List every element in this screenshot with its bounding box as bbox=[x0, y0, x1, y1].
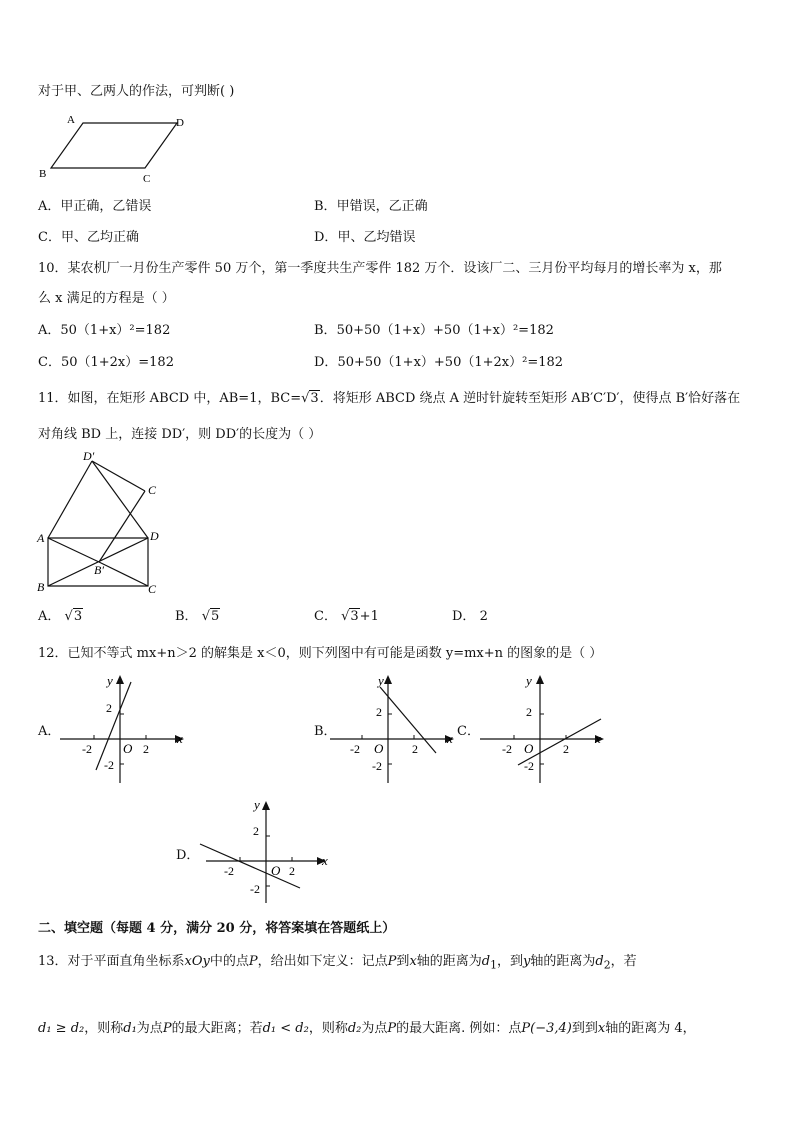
tick-label: 2 bbox=[253, 824, 259, 838]
sqrt-expression: √3 bbox=[301, 391, 319, 406]
tick-label: 2 bbox=[412, 742, 418, 756]
q12-option-b-letter[interactable]: B． bbox=[314, 724, 337, 739]
sqrt-expression: √5 bbox=[201, 609, 220, 624]
q10-option-c[interactable] bbox=[38, 355, 174, 371]
option-letter: A． bbox=[38, 609, 61, 624]
origin-label: O bbox=[374, 741, 384, 756]
stem-text: ，则称 bbox=[84, 1021, 124, 1036]
option-letter: B． bbox=[314, 199, 337, 214]
q10-stem-line1: 10．某农机厂一月份生产零件 50 万个，第一季度共生产零件 182 万个．设该厂二、三月份平均每月的增长率为 x，那 bbox=[38, 261, 722, 276]
math-symbol: d₂ bbox=[347, 1021, 362, 1036]
q9-parallelogram-figure bbox=[36, 112, 236, 185]
math-symbol: P bbox=[387, 954, 397, 969]
stem-text: 的最大距离. 例如：点 bbox=[396, 1021, 522, 1036]
option-letter: C． bbox=[38, 230, 61, 245]
q9-option-a[interactable] bbox=[38, 199, 151, 215]
tick-label: -2 bbox=[502, 742, 512, 756]
math-symbol: d bbox=[595, 954, 604, 969]
q10-stem-line2: 么 x 满足的方程是（ ） bbox=[38, 291, 175, 306]
stem-text: 到 bbox=[396, 954, 410, 969]
tick-label: -2 bbox=[350, 742, 360, 756]
math-expression: P(−3,4) bbox=[521, 1021, 572, 1036]
radicand: 3 bbox=[73, 609, 83, 624]
q11-rectangle-figure bbox=[36, 448, 196, 598]
tick-label: -2 bbox=[82, 742, 92, 756]
option-letter: D． bbox=[314, 355, 338, 370]
math-symbol: d₁ bbox=[123, 1021, 137, 1036]
math-expression: d₁ < d₂ bbox=[262, 1021, 309, 1036]
q9-label-c: C bbox=[143, 173, 151, 185]
q9-option-b[interactable] bbox=[314, 199, 428, 215]
sqrt-expression: √3 bbox=[341, 609, 359, 624]
math-symbol: P bbox=[162, 1021, 172, 1036]
q10-option-d[interactable] bbox=[314, 355, 563, 371]
option-letter: A． bbox=[38, 199, 61, 214]
q12-graph-c[interactable] bbox=[480, 673, 615, 788]
q10-option-b[interactable] bbox=[314, 323, 554, 339]
option-text: 甲、乙均错误 bbox=[337, 230, 416, 245]
q11-option-a[interactable] bbox=[38, 609, 83, 625]
stem-text: 到到 bbox=[571, 1021, 598, 1036]
tick-label: 2 bbox=[376, 705, 382, 719]
q11-label-bprime: B′ bbox=[94, 563, 104, 577]
origin-label: O bbox=[271, 863, 281, 878]
stem-text: 的最大距离；若 bbox=[171, 1021, 263, 1036]
stem-text: 为点 bbox=[361, 1021, 388, 1036]
option-letter: D． bbox=[452, 609, 476, 624]
y-axis-label: y bbox=[254, 797, 260, 812]
stem-text: ，若 bbox=[610, 954, 637, 969]
tick-label: 2 bbox=[106, 701, 112, 715]
q11-stem-line1 bbox=[38, 391, 740, 407]
origin-label: O bbox=[524, 741, 534, 756]
stem-text: ，则称 bbox=[308, 1021, 348, 1036]
math-symbol: xOy bbox=[184, 954, 210, 969]
sqrt-expression: √3 bbox=[64, 609, 83, 624]
option-letter: B． bbox=[314, 323, 337, 338]
option-letter: C． bbox=[38, 355, 61, 370]
math-symbol: d bbox=[481, 954, 491, 969]
math-symbol: x bbox=[597, 1021, 606, 1036]
q11-stem-line2: 对角线 BD 上，连接 DD′，则 DD′的长度为（ ） bbox=[38, 427, 322, 442]
tick-label: 2 bbox=[526, 705, 532, 719]
q10-option-a[interactable] bbox=[38, 323, 170, 339]
option-letter: C． bbox=[314, 609, 337, 624]
q9-label-b: B bbox=[39, 168, 47, 180]
math-symbol: x bbox=[409, 954, 417, 969]
radicand: 3 bbox=[310, 391, 319, 406]
math-symbol: y bbox=[523, 954, 531, 969]
tick-label: 2 bbox=[143, 742, 149, 756]
tick-label: 2 bbox=[289, 864, 295, 878]
q11-option-d[interactable] bbox=[452, 609, 488, 625]
option-letter: A． bbox=[38, 323, 61, 338]
tick-label: -2 bbox=[250, 882, 260, 896]
q9-option-d[interactable] bbox=[314, 230, 415, 246]
tick-label: -2 bbox=[372, 759, 382, 773]
tick-label: -2 bbox=[524, 759, 534, 773]
q11-label-c-top: C bbox=[148, 483, 157, 497]
q12-option-c-letter[interactable]: C． bbox=[457, 724, 480, 739]
q12-graph-a[interactable] bbox=[60, 673, 190, 788]
option-text: 甲正确，乙错误 bbox=[60, 199, 152, 214]
q12-graph-b[interactable] bbox=[330, 673, 460, 788]
q11-label-dprime: D′ bbox=[83, 449, 95, 463]
radicand: 5 bbox=[211, 609, 220, 624]
math-symbol: P bbox=[387, 1021, 397, 1036]
option-text: 甲、乙均正确 bbox=[60, 230, 139, 245]
q11-label-d: D bbox=[150, 529, 159, 543]
q13-stem-line2 bbox=[38, 1021, 696, 1037]
stem-text: ，给出如下定义：记点 bbox=[257, 954, 388, 969]
stem-text: 13．对于平面直角坐标系 bbox=[38, 954, 185, 969]
q9-label-d: D bbox=[176, 117, 184, 129]
stem-text: 轴的距离为 4， bbox=[605, 1021, 696, 1036]
tick-label: -2 bbox=[224, 864, 234, 878]
q13-stem-line1 bbox=[38, 954, 637, 974]
option-suffix: +1 bbox=[359, 609, 379, 624]
origin-label: O bbox=[123, 741, 133, 756]
x-axis-label: x bbox=[447, 731, 453, 746]
option-text: 甲错误，乙正确 bbox=[336, 199, 428, 214]
option-text: 50（1+x）²=182 bbox=[60, 323, 171, 338]
q12-stem: 12．已知不等式 mx+n＞2 的解集是 x＜0，则下列图中有可能是函数 y=mx+n 的图象的是（ ） bbox=[38, 646, 603, 661]
stem-text: 中的点 bbox=[209, 954, 249, 969]
stem-text: ．将矩形 ABCD 绕点 A 逆时针旋转至矩形 AB′C′D′，使得点 B′恰好落在 bbox=[319, 391, 741, 406]
q9-option-c[interactable] bbox=[38, 230, 139, 246]
q11-option-c[interactable] bbox=[314, 609, 379, 625]
option-suffix: 2 bbox=[479, 609, 488, 624]
subscript: 2 bbox=[603, 958, 611, 972]
q12-option-d-letter[interactable]: D． bbox=[176, 848, 200, 863]
stem-text: 为点 bbox=[136, 1021, 163, 1036]
radicand: 3 bbox=[350, 609, 359, 624]
stem-text: ，到 bbox=[497, 954, 524, 969]
math-expression: d₁ ≥ d₂ bbox=[38, 1021, 85, 1036]
stem-text: 轴的距离为 bbox=[530, 954, 596, 969]
y-axis-label: y bbox=[107, 673, 113, 688]
option-letter: D． bbox=[314, 230, 338, 245]
stem-text: 轴的距离为 bbox=[416, 954, 482, 969]
option-text: 50（1+2x）=182 bbox=[60, 355, 174, 370]
q12-option-a-letter[interactable]: A． bbox=[38, 724, 61, 739]
q9-stem-tail: 对于甲、乙两人的作法，可判断( ) bbox=[38, 84, 235, 99]
option-text: 50+50（1+x）+50（1+x）²=182 bbox=[336, 323, 554, 338]
tick-label: 2 bbox=[563, 742, 569, 756]
subscript: 1 bbox=[490, 958, 498, 972]
math-symbol: P bbox=[248, 954, 258, 969]
q12-graph-d[interactable] bbox=[200, 795, 340, 910]
x-axis-label: x bbox=[595, 731, 601, 746]
q11-option-b[interactable] bbox=[175, 609, 220, 625]
q11-label-c-bottom: C bbox=[148, 582, 157, 596]
q11-label-a: A bbox=[37, 531, 45, 545]
x-axis-label: x bbox=[322, 853, 328, 868]
y-axis-label: y bbox=[526, 673, 532, 688]
stem-text: 11．如图，在矩形 ABCD 中，AB=1，BC= bbox=[38, 391, 302, 406]
x-axis-label: x bbox=[177, 731, 183, 746]
tick-label: -2 bbox=[104, 758, 114, 772]
q11-label-b: B bbox=[37, 580, 45, 594]
section-heading: 二、填空题（每题 4 分，满分 20 分，将答案填在答题纸上） bbox=[38, 921, 396, 936]
q9-label-a: A bbox=[67, 114, 75, 126]
option-text: 50+50（1+x）+50（1+2x）²=182 bbox=[337, 355, 564, 370]
y-axis-label: y bbox=[378, 673, 384, 688]
option-letter: B． bbox=[175, 609, 198, 624]
